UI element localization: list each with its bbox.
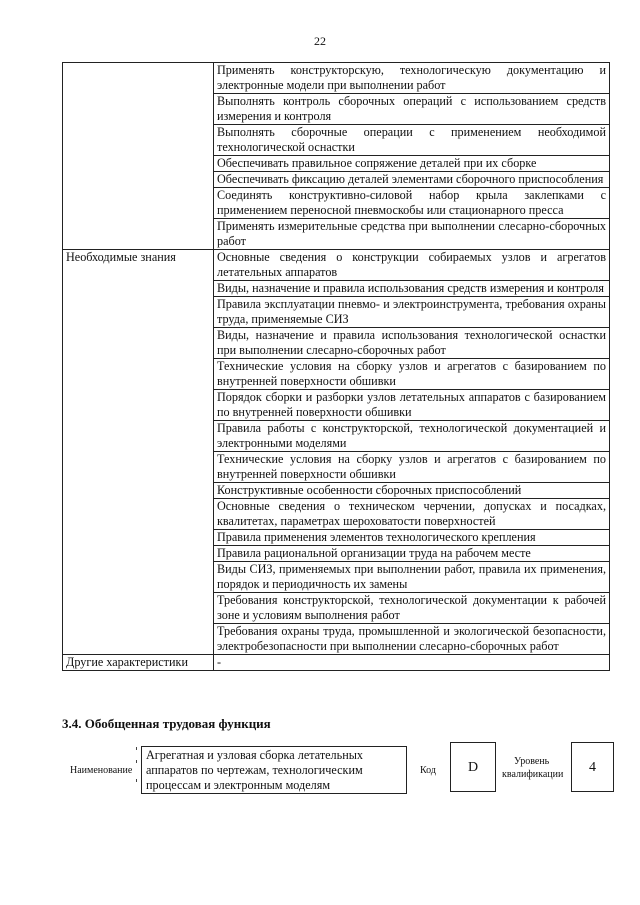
name-box-tick [136,760,137,763]
row-text-cell: Выполнять контроль сборочных операций с использованием средств измерения и контроля [214,94,610,125]
row-category-label: Необходимые знания [63,250,214,655]
skills-knowledge-table [62,62,610,671]
row-text-cell: Правила эксплуатации пневмо- и электроинструмента, требования охраны труда, применяемые СИЗ [214,297,610,328]
level-label-1: Уровень [514,756,550,767]
name-box-tick [136,779,137,782]
name-box-tick [136,747,137,750]
row-text-cell: Обеспечивать правильное сопряжение деталей при их сборке [214,156,610,172]
section-heading: 3.4. Обобщенная трудовая функция [62,716,271,731]
row-text-cell: Требования охраны труда, промышленной и экологической безопасности, электробезопасности при выполнении слесарно-сборочных работ [214,624,610,655]
row-text-cell: Виды, назначение и правила использования средств измерения и контроля [214,281,610,297]
row-text-cell: Правила применения элементов технологического крепления [214,530,610,546]
row-text-cell: Основные сведения о конструкции собираемых узлов и агрегатов летательных аппаратов [214,250,610,281]
row-text-cell: Технические условия на сборку узлов и агрегатов с базированием по внутренней поверхности обшивки [214,359,610,390]
table-row [63,250,610,281]
table-row [63,63,610,94]
row-text-cell: Правила работы с конструкторской, технологической документацией и электронными моделями [214,421,610,452]
row-text-cell: Конструктивные особенности сборочных приспособлений [214,483,610,499]
row-text-cell: Обеспечивать фиксацию деталей элементами сборочного приспособления [214,172,610,188]
name-label: Наименование [70,765,133,776]
row-category-label [63,63,214,250]
code-label: Код [420,765,436,776]
row-text-cell: - [214,655,610,671]
row-text-cell: Применять конструкторскую, технологическую документацию и электронные модели при выполнении работ [214,63,610,94]
level-label-2: квалификации [502,769,564,780]
row-text-cell: Порядок сборки и разборки узлов летательных аппаратов с базированием по внутренней поверхности обшивки [214,390,610,421]
row-text-cell: Требования конструкторской, технологической документации к рабочей зоне и условиям выполнения работ [214,593,610,624]
code-value-box: D [450,742,496,792]
row-text-cell: Соединять конструктивно-силовой набор крыла заклепками с применением переносной пневмоскобы или стационарного пресса [214,188,610,219]
row-text-cell: Виды, назначение и правила использования технологической оснастки при выполнении слесарно-сборочных работ [214,328,610,359]
function-name-box: Агрегатная и узловая сборка летательных аппаратов по чертежам, технологическим процессам и электронным моделям [141,746,407,794]
table-row [63,655,610,671]
row-text-cell: Правила рациональной организации труда на рабочем месте [214,546,610,562]
row-text-cell: Выполнять сборочные операции с применением необходимой технологической оснастки [214,125,610,156]
row-text-cell: Применять измерительные средства при выполнении слесарно-сборочных работ [214,219,610,250]
page-number: 22 [314,34,326,48]
row-text-cell: Технические условия на сборку узлов и агрегатов с базированием по внутренней поверхности обшивки [214,452,610,483]
row-category-label: Другие характеристики [63,655,214,671]
level-value-box: 4 [571,742,614,792]
row-text-cell: Виды СИЗ, применяемых при выполнении работ, правила их применения, порядок и периодичность их замены [214,562,610,593]
row-text-cell: Основные сведения о техническом черчении, допусках и посадках, квалитетах, параметрах шероховатости поверхностей [214,499,610,530]
